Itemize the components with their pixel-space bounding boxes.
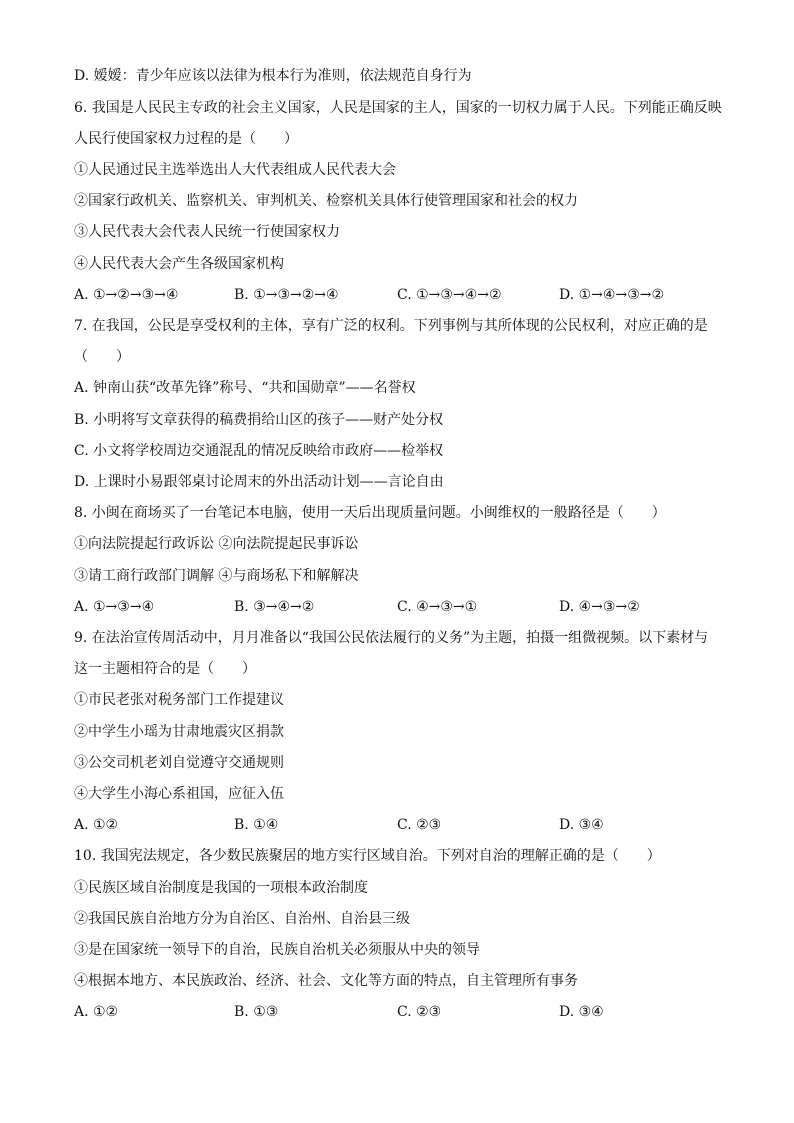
q6-option-d[interactable]: D. ①→④→③→②	[559, 287, 665, 303]
q8-stem: 8. 小闽在商场买了一台笔记本电脑，使用一天后出现质量问题。小闽维权的一般路径是（ ）	[74, 505, 666, 521]
q9-item-2: ②中学生小瑶为甘肃地震灾区捐款	[74, 724, 284, 740]
q9-item-3: ③公交司机老刘自觉遵守交通规则	[74, 755, 284, 771]
q7-option-c[interactable]: C. 小文将学校周边交通混乱的情况反映给市政府——检举权	[74, 443, 444, 459]
q9-option-d[interactable]: D. ③④	[559, 817, 604, 833]
q9-option-a[interactable]: A. ①②	[74, 817, 119, 833]
q5-option-d: D. 嫒嫒：青少年应该以法律为根本行为准则，依法规范自身行为	[74, 68, 472, 84]
q8-items-line2: ③请工商行政部门调解 ④与商场私下和解解决	[74, 568, 359, 584]
q10-stem: 10. 我国宪法规定，各少数民族聚居的地方实行区域自治。下列对自治的理解正确的是（ ）	[74, 848, 661, 864]
q10-options	[74, 1002, 724, 1022]
q7-option-b[interactable]: B. 小明将写文章获得的稿费捐给山区的孩子——财产处分权	[74, 412, 444, 428]
q8-option-c[interactable]: C. ④→③→①	[397, 599, 478, 615]
q6-stem-line1: 6. 我国是人民民主专政的社会主义国家，人民是国家的主人，国家的一切权力属于人民。下列能正确反映	[74, 100, 722, 116]
q8-options	[74, 597, 724, 617]
q8-items-line1: ①向法院提起行政诉讼 ②向法院提起民事诉讼	[74, 536, 359, 552]
q9-option-c[interactable]: C. ②③	[397, 817, 442, 833]
q6-option-b[interactable]: B. ①→③→②→④	[234, 287, 339, 303]
q10-option-d[interactable]: D. ③④	[559, 1004, 604, 1020]
q6-option-c[interactable]: C. ①→③→④→②	[397, 287, 502, 303]
q10-option-b[interactable]: B. ①③	[234, 1004, 279, 1020]
q8-option-a[interactable]: A. ①→③→④	[74, 599, 155, 615]
q9-item-4: ④大学生小海心系祖国，应征入伍	[74, 786, 284, 802]
q9-stem-line2: 这一主题相符合的是（ ）	[74, 661, 256, 677]
q10-item-1: ①民族区域自治制度是我国的一项根本政治制度	[74, 880, 368, 896]
q9-option-b[interactable]: B. ①④	[234, 817, 279, 833]
q10-item-2: ②我国民族自治地方分为自治区、自治州、自治县三级	[74, 911, 410, 927]
q7-option-a[interactable]: A. 钟南山获“改革先锋”称号、“共和国勋章”——名誉权	[74, 380, 416, 396]
q6-item-2: ②国家行政机关、监察机关、审判机关、检察机关具体行使管理国家和社会的权力	[74, 193, 578, 209]
q6-option-a[interactable]: A. ①→②→③→④	[74, 287, 179, 303]
q10-item-3: ③是在国家统一领导下的自治，民族自治机关必须服从中央的领导	[74, 942, 480, 958]
q8-option-d[interactable]: D. ④→③→②	[559, 599, 640, 615]
q6-item-3: ③人民代表大会代表人民统一行使国家权力	[74, 224, 340, 240]
q9-options	[74, 815, 724, 835]
q10-item-4: ④根据本地方、本民族政治、经济、社会、文化等方面的特点，自主管理所有事务	[74, 973, 578, 989]
q10-option-c[interactable]: C. ②③	[397, 1004, 442, 1020]
q7-option-d[interactable]: D. 上课时小易跟邻桌讨论周末的外出活动计划——言论自由	[74, 474, 444, 490]
q6-options	[74, 285, 724, 305]
q8-option-b[interactable]: B. ③→④→②	[234, 599, 315, 615]
q7-stem-line1: 7. 在我国，公民是享受权利的主体，享有广泛的权利。下列事例与其所体现的公民权利，对应正确的是	[74, 318, 708, 334]
q6-item-4: ④人民代表大会产生各级国家机构	[74, 256, 284, 272]
q6-stem-line2: 人民行使国家权力过程的是（ ）	[74, 131, 298, 147]
q10-option-a[interactable]: A. ①②	[74, 1004, 119, 1020]
q9-stem-line1: 9. 在法治宣传周活动中，月月准备以“我国公民依法履行的义务”为主题，拍摄一组微视频。以下素材与	[74, 630, 709, 646]
q9-item-1: ①市民老张对税务部门工作提建议	[74, 692, 284, 708]
q6-item-1: ①人民通过民主选举选出人大代表组成人民代表大会	[74, 162, 396, 178]
q7-stem-line2: （ ）	[74, 349, 130, 365]
